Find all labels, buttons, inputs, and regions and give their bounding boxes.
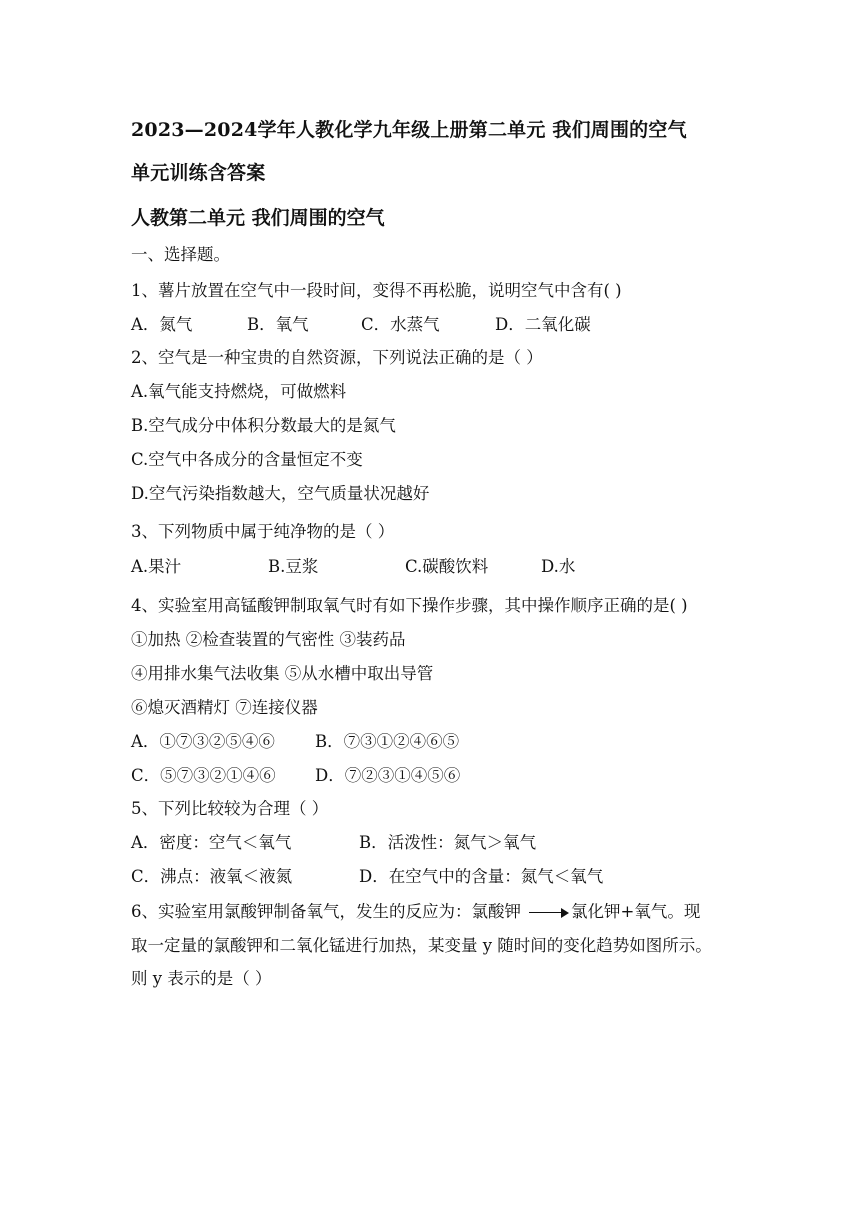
question-6-stem-part1: 6、实验室用氯酸钾制备氧气，发生的反应为：氯酸钾 (131, 902, 521, 921)
question-1-option-a: A．氮气 (131, 315, 193, 334)
document-title-line1: 2023—2024学年人教化学九年级上册第二单元 我们周围的空气 (131, 119, 687, 141)
question-5-option-c: C．沸点：液氧＜液氮 (131, 867, 293, 886)
question-5-option-b: B．活泼性：氮气＞氧气 (359, 833, 537, 852)
question-1-option-d: D．二氧化碳 (495, 315, 591, 334)
section-title: 人教第二单元 我们周围的空气 (131, 207, 385, 229)
question-3-stem: 3、下列物质中属于纯净物的是（ ） (131, 522, 395, 541)
question-6-stem-line3: 则 y 表示的是（ ） (131, 969, 272, 988)
question-2-option-c: C.空气中各成分的含量恒定不变 (131, 450, 363, 469)
question-4-steps-line2: ④用排水集气法收集 ⑤从水槽中取出导管 (131, 664, 434, 683)
question-2-stem: 2、空气是一种宝贵的自然资源，下列说法正确的是（ ） (131, 348, 543, 367)
question-1-stem: 1、薯片放置在空气中一段时间，变得不再松脆，说明空气中含有( ) (131, 281, 622, 300)
question-3-option-a: A.果汁 (131, 557, 182, 576)
question-6-stem-part2: 氯化钾+氧气。现 (571, 902, 701, 921)
question-2-option-d: D.空气污染指数越大，空气质量状况越好 (131, 484, 430, 503)
question-4-option-c: C．⑤⑦③②①④⑥ (131, 766, 276, 785)
question-2-option-b: B.空气成分中体积分数最大的是氮气 (131, 416, 396, 435)
question-4-option-a: A．①⑦③②⑤④⑥ (131, 732, 275, 751)
question-3-option-c: C.碳酸饮料 (405, 557, 489, 576)
question-1-option-b: B．氧气 (247, 315, 309, 334)
question-4-stem: 4、实验室用高锰酸钾制取氧气时有如下操作步骤，其中操作顺序正确的是( ) (131, 596, 688, 615)
question-5-option-d: D．在空气中的含量：氮气＜氧气 (359, 867, 604, 886)
question-2-option-a: A.氧气能支持燃烧，可做燃料 (131, 382, 347, 401)
question-4-steps-line3: ⑥熄灭酒精灯 ⑦连接仪器 (131, 698, 318, 717)
document-title-line2: 单元训练含答案 (131, 162, 266, 184)
question-5-stem: 5、下列比较较为合理（ ） (131, 799, 329, 818)
question-5-option-a: A．密度：空气＜氧气 (131, 833, 292, 852)
question-4-option-d: D．⑦②③①④⑤⑥ (315, 766, 461, 785)
reaction-arrow-icon (529, 908, 569, 918)
question-3-option-d: D.水 (541, 557, 576, 576)
question-1-option-c: C．水蒸气 (361, 315, 440, 334)
question-4-steps-line1: ①加热 ②检查装置的气密性 ③装药品 (131, 630, 406, 649)
question-3-option-b: B.豆浆 (268, 557, 319, 576)
question-4-option-b: B．⑦③①②④⑥⑤ (315, 732, 460, 751)
question-6-stem-line2: 取一定量的氯酸钾和二氧化锰进行加热，某变量 y 随时间的变化趋势如图所示。 (131, 936, 712, 955)
question-6-stem-line1 (131, 902, 700, 922)
part-heading: 一、选择题。 (131, 245, 230, 264)
